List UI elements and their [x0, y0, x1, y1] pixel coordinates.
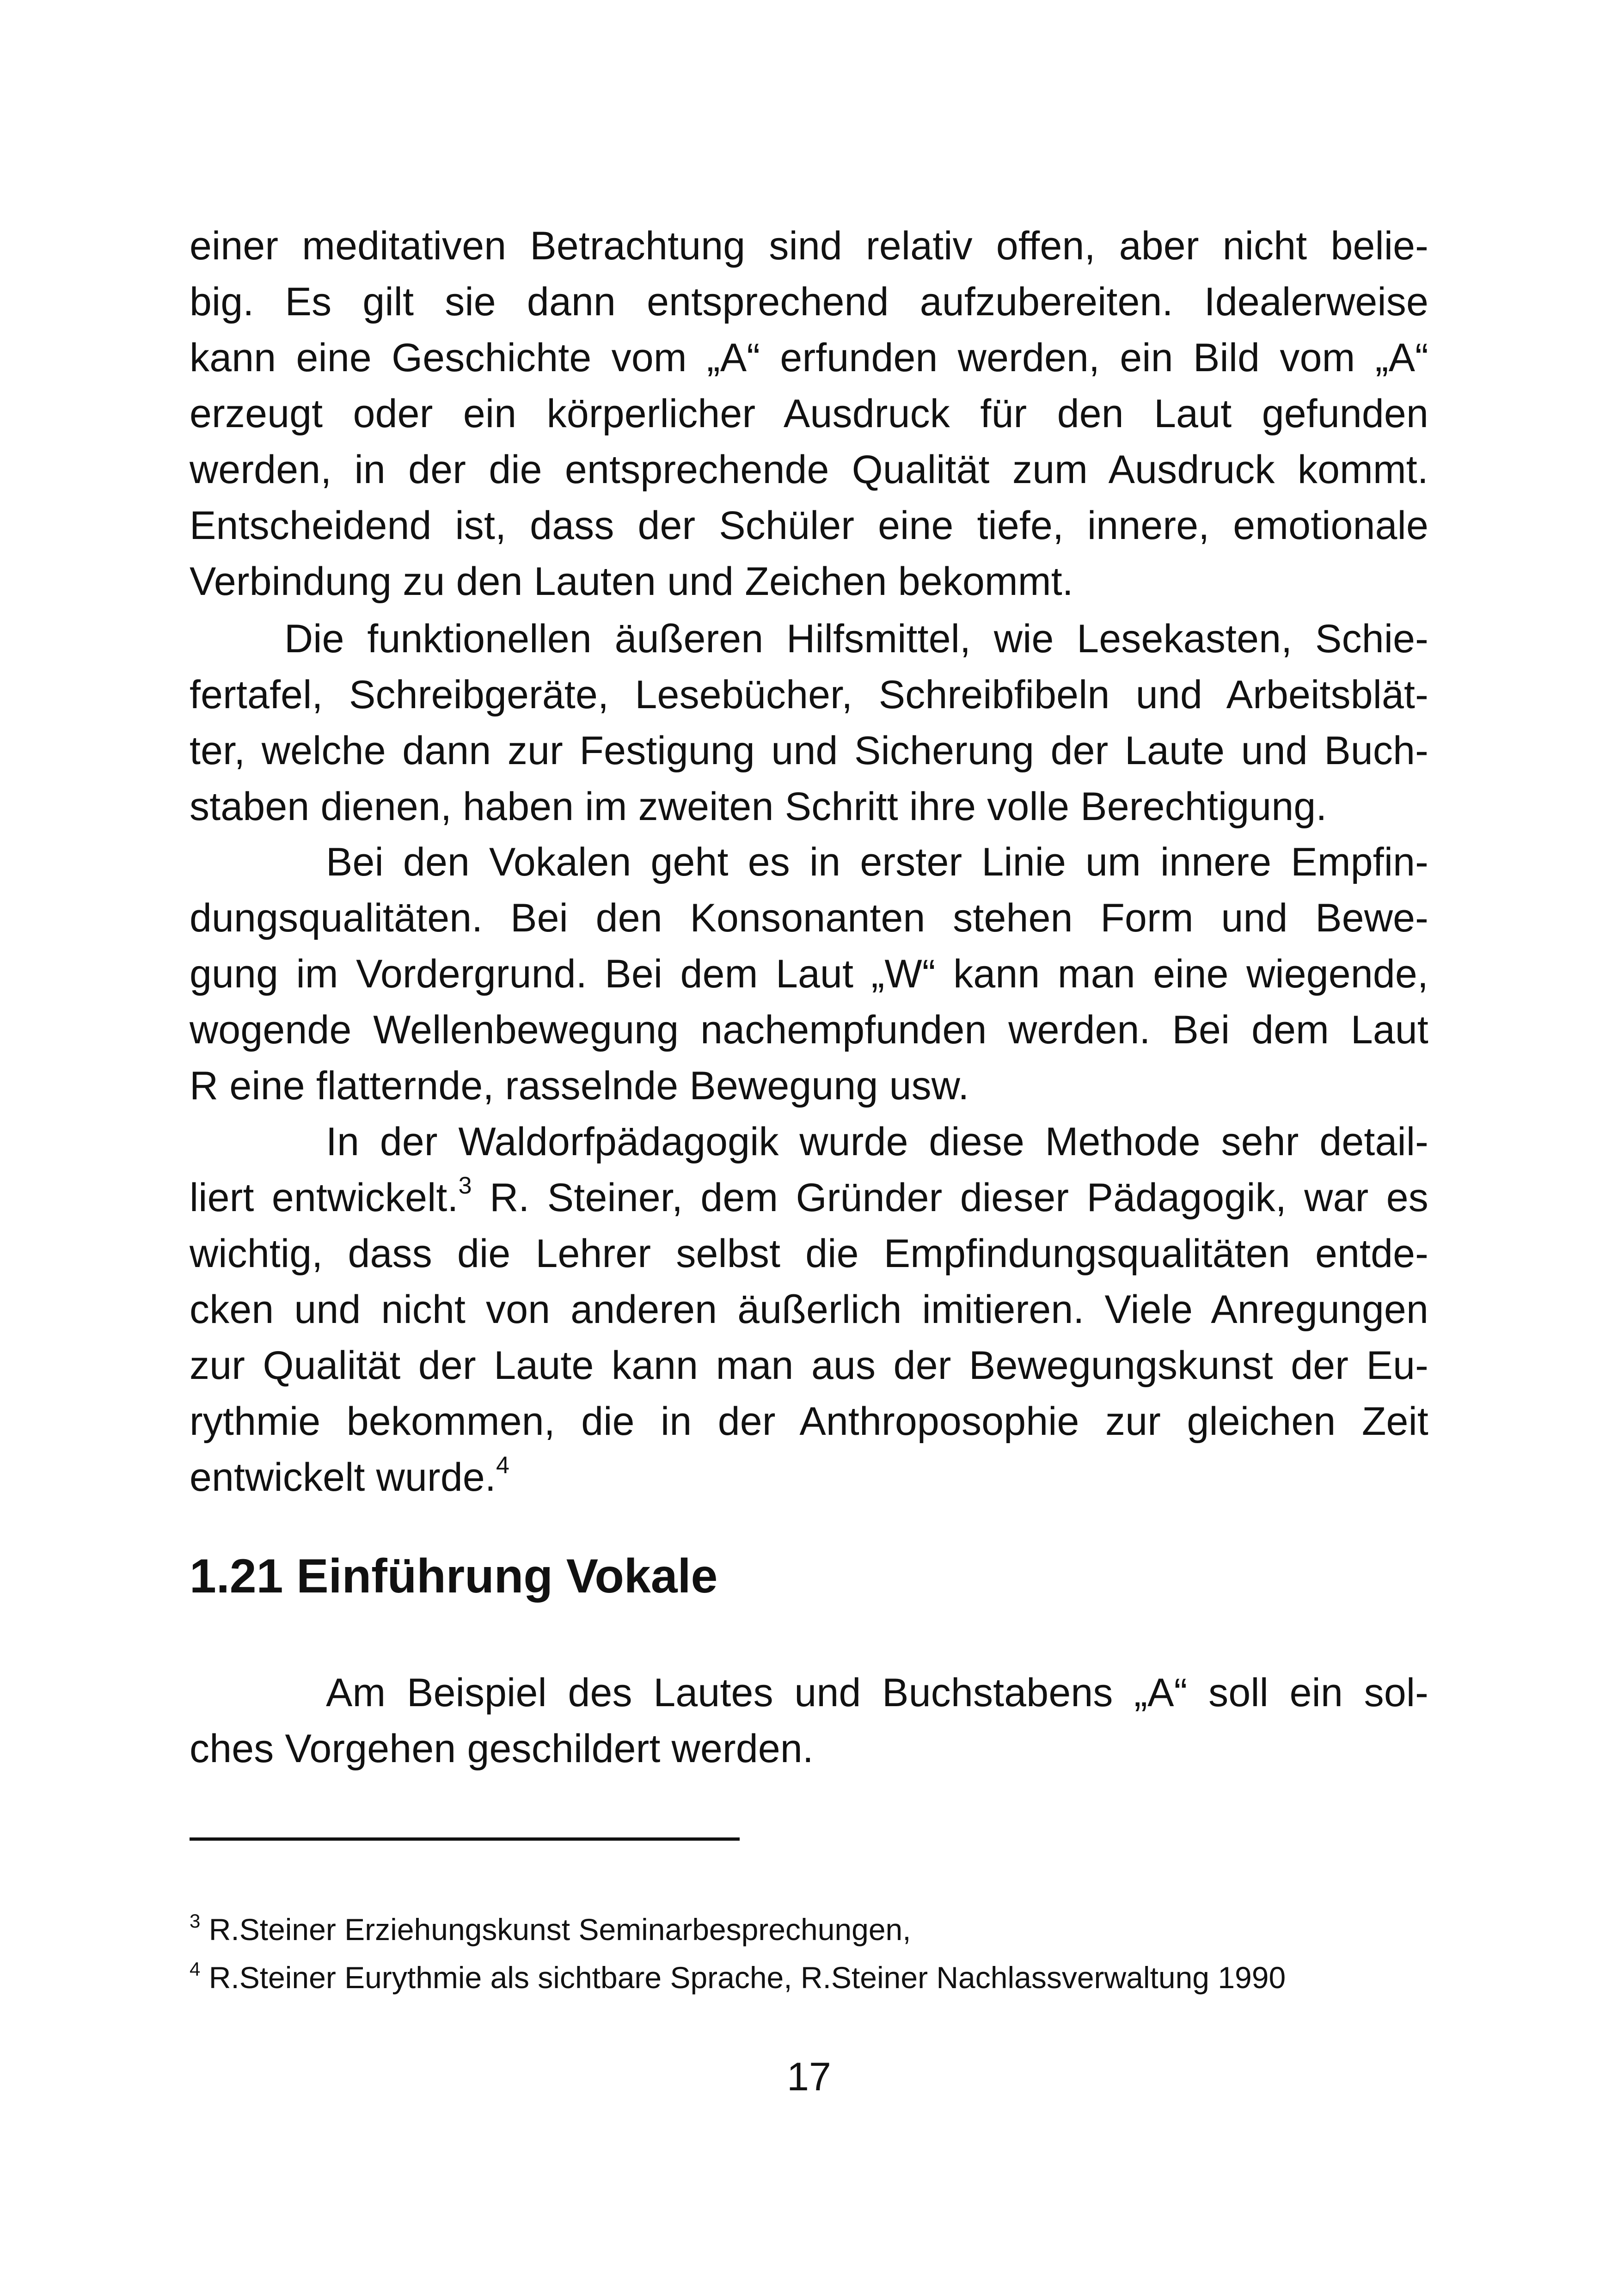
- footnote-text: R.Steiner Erziehungskunst Seminarbesprechungen,: [208, 1912, 911, 1947]
- text-line: Die funktionellen äußeren Hilfsmittel, wie Lesekasten, Schie-: [284, 617, 1428, 661]
- text-line: ches Vorgehen geschildert werden.: [190, 1727, 814, 1771]
- text-line: dungsqualitäten. Bei den Konsonanten stehen Form und Bewe-: [190, 896, 1428, 940]
- text-line: cken und nicht von anderen äußerlich imitieren. Viele Anregungen: [190, 1287, 1428, 1332]
- text-line: wogende Wellenbewegung nachempfunden werden. Bei dem Laut: [190, 1008, 1428, 1052]
- text-line: wichtig, dass die Lehrer selbst die Empfindungsqualitäten entde-: [190, 1231, 1428, 1276]
- text-line: staben dienen, haben im zweiten Schritt ihre volle Berechtigung.: [190, 784, 1327, 829]
- footnote-number: 4: [190, 1958, 201, 1980]
- body-paragraph: [190, 611, 1428, 835]
- page-number: 17: [787, 2055, 831, 2099]
- footnote-divider: [190, 1837, 740, 1841]
- text-line: [190, 1170, 1428, 1226]
- text-line: [190, 1450, 1428, 1506]
- text-line: fertafel, Schreibgeräte, Lesebücher, Schreibfibeln und Arbeitsblät-: [190, 673, 1428, 717]
- footnote: [190, 1905, 1438, 1953]
- body-paragraph: [190, 218, 1428, 610]
- body-paragraph: [190, 834, 1428, 1114]
- footnote-number: 3: [190, 1910, 201, 1932]
- text-line: R eine flatternde, rasselnde Bewegung usw.: [190, 1064, 969, 1108]
- footnote-reference[interactable]: 4: [496, 1452, 510, 1479]
- text-segment: liert entwickelt.: [190, 1176, 459, 1220]
- text-line: zur Qualität der Laute kann man aus der Bewegungskunst der Eu-: [190, 1343, 1428, 1388]
- text-line: big. Es gilt sie dann entsprechend aufzubereiten. Idealerweise: [190, 280, 1428, 324]
- footnote-text: R.Steiner Eurythmie als sichtbare Sprache, R.Steiner Nachlassverwaltung 1990: [208, 1960, 1286, 1995]
- body-paragraph: [190, 1665, 1428, 1777]
- text-line: Bei den Vokalen geht es in erster Linie um innere Empfin-: [326, 840, 1428, 884]
- text-line: Entscheidend ist, dass der Schüler eine tiefe, innere, emotionale: [190, 503, 1428, 548]
- text-line: In der Waldorfpädagogik wurde diese Methode sehr detail-: [326, 1120, 1428, 1164]
- text-line: gung im Vordergrund. Bei dem Laut „W“ kann man eine wiegende,: [190, 952, 1428, 996]
- text-line: kann eine Geschichte vom „A“ erfunden werden, ein Bild vom „A“: [190, 336, 1428, 380]
- text-line: erzeugt oder ein körperlicher Ausdruck für den Laut gefunden: [190, 392, 1428, 436]
- section-heading: 1.21 Einführung Vokale: [190, 1549, 718, 1603]
- footnote-reference[interactable]: 3: [458, 1172, 472, 1200]
- text-line: einer meditativen Betrachtung sind relativ offen, aber nicht belie-: [190, 224, 1428, 268]
- text-line: ter, welche dann zur Festigung und Sicherung der Laute und Buch-: [190, 729, 1428, 773]
- text-line: rythmie bekommen, die in der Anthroposophie zur gleichen Zeit: [190, 1399, 1428, 1444]
- text-line: Am Beispiel des Lautes und Buchstabens „A“ soll ein sol-: [326, 1671, 1428, 1715]
- text-segment: entwickelt wurde.: [190, 1455, 496, 1500]
- text-line: Verbindung zu den Lauten und Zeichen bekommt.: [190, 559, 1073, 604]
- footnote: [190, 1953, 1438, 2002]
- footnotes: [190, 1905, 1438, 2002]
- body-paragraph: [190, 1114, 1428, 1506]
- text-segment: R. Steiner, dem Gründer dieser Pädagogik, war es: [472, 1176, 1429, 1220]
- text-line: werden, in der die entsprechende Qualität zum Ausdruck kommt.: [190, 447, 1428, 492]
